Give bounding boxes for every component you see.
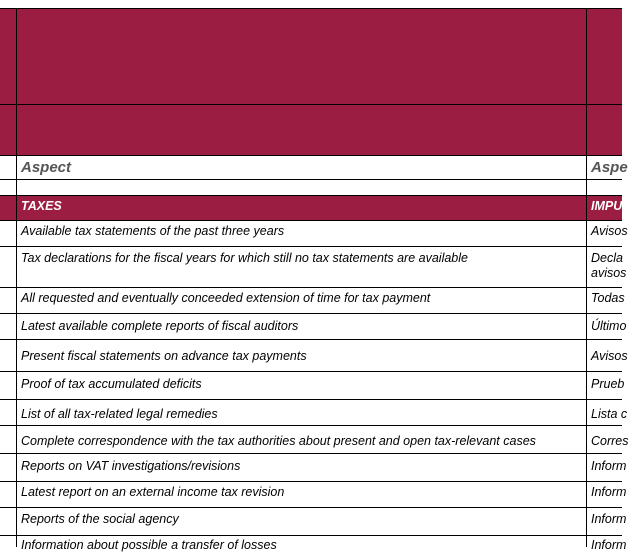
table-cell[interactable]: Latest available complete reports of fiscal auditors xyxy=(21,319,299,333)
grid-line xyxy=(0,453,622,454)
header-band xyxy=(0,9,622,155)
grid-line xyxy=(0,535,622,536)
table-cell[interactable]: Latest report on an external income tax revision xyxy=(21,485,285,499)
table-cell[interactable]: Tax declarations for the fiscal years for which still no tax statements are available xyxy=(21,251,468,265)
table-cell[interactable]: Present fiscal statements on advance tax payments xyxy=(21,349,307,363)
grid-line xyxy=(0,313,622,314)
table-cell[interactable]: Reports of the social agency xyxy=(21,512,179,526)
table-cell[interactable]: Complete correspondence with the tax authorities about present and open tax-relevant cases xyxy=(21,434,536,448)
table-cell[interactable]: Lista c xyxy=(591,407,628,421)
grid-line xyxy=(0,8,622,9)
grid-line xyxy=(0,371,622,372)
table-cell[interactable]: Todas xyxy=(591,291,625,305)
table-cell[interactable]: Corres xyxy=(591,434,629,448)
section-taxes-es[interactable]: IMPU xyxy=(591,199,623,213)
grid-line xyxy=(0,507,622,508)
column-header-aspect[interactable]: Aspect xyxy=(21,159,72,176)
grid-line xyxy=(0,195,622,196)
grid-line xyxy=(0,481,622,482)
grid-line xyxy=(0,339,622,340)
table-cell[interactable]: Inform xyxy=(591,538,627,552)
table-cell[interactable]: All requested and eventually conceeded extension of time for tax payment xyxy=(21,291,431,305)
grid-line xyxy=(0,246,622,247)
table-cell[interactable]: Reports on VAT investigations/revisions xyxy=(21,459,241,473)
table-cell[interactable]: avisos xyxy=(591,266,627,280)
grid-line xyxy=(0,104,622,105)
grid-line xyxy=(0,425,622,426)
grid-line xyxy=(0,287,622,288)
grid-line xyxy=(0,179,622,180)
column-header-aspect-es[interactable]: Aspe xyxy=(591,159,628,176)
section-taxes[interactable]: TAXES xyxy=(21,199,62,213)
table-cell[interactable]: Prueb xyxy=(591,377,625,391)
table-cell[interactable]: Available tax statements of the past three years xyxy=(21,224,285,238)
table-cell[interactable]: Proof of tax accumulated deficits xyxy=(21,377,202,391)
table-cell[interactable]: Inform xyxy=(591,485,627,499)
table-cell[interactable]: Decla xyxy=(591,251,623,265)
table-cell[interactable]: Inform xyxy=(591,512,627,526)
table-cell[interactable]: List of all tax-related legal remedies xyxy=(21,407,218,421)
table-cell[interactable]: Avisos xyxy=(591,349,628,363)
table-cell[interactable]: Avisos xyxy=(591,224,628,238)
grid-line xyxy=(0,220,622,221)
table-cell[interactable]: Último xyxy=(591,319,627,333)
table-cell[interactable]: Information about possible a transfer of losses xyxy=(21,538,277,552)
grid-line xyxy=(0,399,622,400)
grid-line xyxy=(0,155,622,156)
table-cell[interactable]: Inform xyxy=(591,459,627,473)
